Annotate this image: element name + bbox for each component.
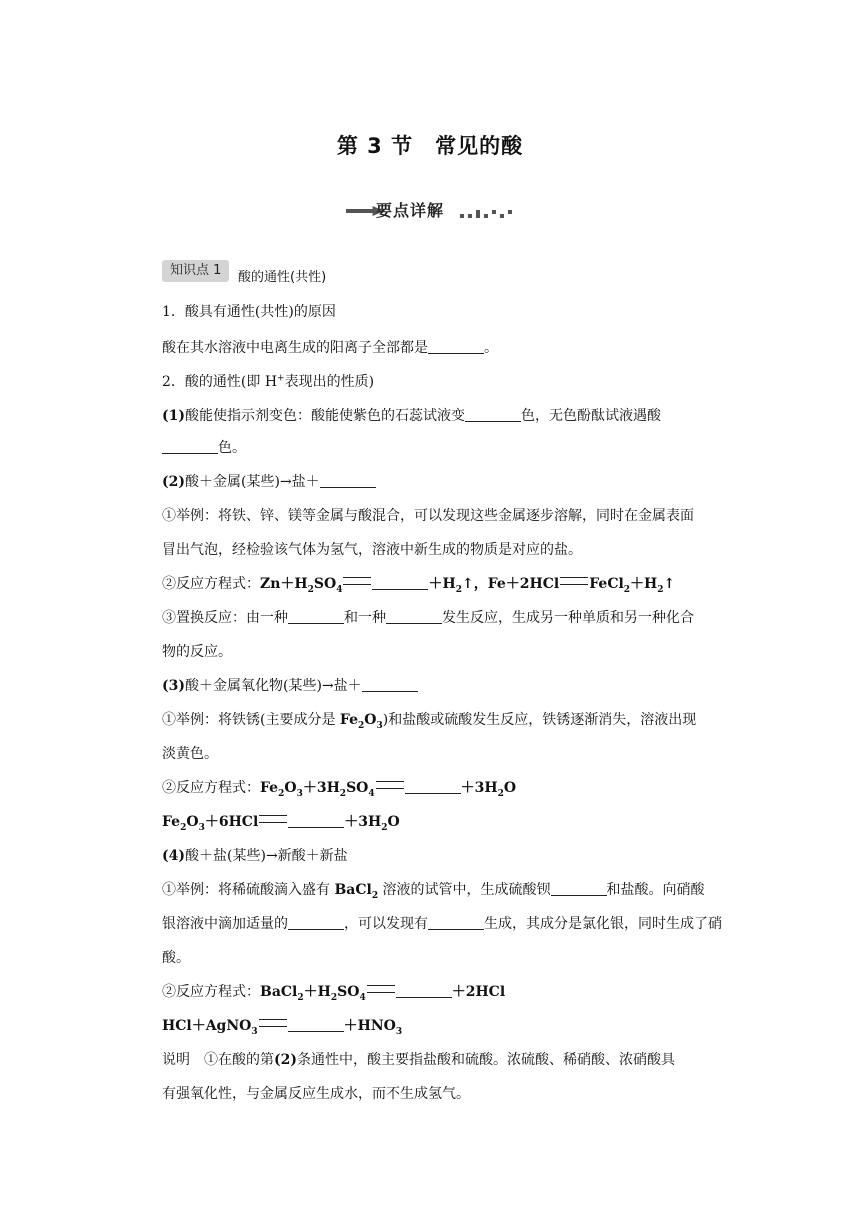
equals-sign <box>259 1019 287 1027</box>
text-line: $Fe_2O_3+6HCl +3H_2O$ <box>162 814 400 833</box>
answer-blank[interactable] <box>465 407 521 422</box>
answer-blank[interactable] <box>396 983 452 998</box>
answer-blank[interactable] <box>362 677 418 692</box>
text-line: 酸。 <box>162 950 190 966</box>
answer-blank[interactable] <box>288 915 344 930</box>
text-line: (3)酸＋金属氧化物(某些)→盐＋ <box>162 676 732 696</box>
text-line: ③置换反应：由一种 和一种 发生反应，生成另一种单质和另一种化合 <box>162 610 694 626</box>
text-line: 有强氧化性，与金属反应生成水，而不生成氢气。 <box>162 1086 470 1102</box>
text-line: (4)酸＋盐(某些)→新酸＋新盐 <box>162 848 348 864</box>
text-line: ①举例：将铁、锌、镁等金属与酸混合，可以发现这些金属逐步溶解，同时在金属表面 <box>162 508 694 524</box>
text-line: 酸在其水溶液中电离生成的阳离子全部都是 。 <box>162 340 498 356</box>
dots-decoration <box>460 210 516 220</box>
answer-blank[interactable] <box>551 881 607 896</box>
answer-blank[interactable] <box>405 779 461 794</box>
answer-blank[interactable] <box>428 915 484 930</box>
banner-label: 要点详解 <box>376 201 445 220</box>
answer-blank[interactable] <box>386 609 442 624</box>
text-line: (2)酸＋金属(某些)→盐＋ <box>162 472 732 492</box>
equals-sign <box>376 781 404 789</box>
answer-blank[interactable] <box>162 439 218 454</box>
page-title: 第 3 节 常见的酸 <box>336 134 524 158</box>
text-line: ①举例：将稀硫酸滴入盛有 BaCl$_2$ 溶液的试管中，生成硫酸钡 和盐酸。向硝酸 <box>162 882 705 901</box>
equals-sign <box>560 577 588 585</box>
answer-blank[interactable] <box>320 473 376 488</box>
answer-blank[interactable] <box>288 1017 344 1032</box>
text-line: 色。 <box>162 438 732 458</box>
arrow-icon: → <box>265 848 278 864</box>
text-line: 说明 ①在酸的第(2)条通性中，酸主要指盐酸和硫酸。浓硫酸、稀硝酸、浓硝酸具 <box>162 1052 675 1068</box>
text-line: ②反应方程式：$Zn+H_2SO_4$ $+H_2↑$，Fe＋2HCl $FeCl_2+H_2↑$ <box>162 576 676 595</box>
text-line: ①举例：将铁锈(主要成分是 $Fe_2O_3$)和盐酸或硫酸发生反应，铁锈逐渐消失，溶液出现 <box>162 712 697 731</box>
knowledge-point-badge: 知识点 1 <box>162 260 229 282</box>
text-line: 银溶液中滴加适量的 ，可以发现有 生成，其成分是氯化银，同时生成了硝 <box>162 916 722 932</box>
text-line: 1．酸具有通性(共性)的原因 <box>162 304 336 320</box>
equals-sign <box>259 815 287 823</box>
answer-blank[interactable] <box>372 575 428 590</box>
section-banner <box>346 198 516 222</box>
text-line: 物的反应。 <box>162 644 232 660</box>
arrow-icon: → <box>279 474 292 490</box>
equals-sign <box>367 985 395 993</box>
knowledge-point-title: 酸的通性(共性) <box>238 270 327 285</box>
text-line: ②反应方程式：$BaCl_2+H_2SO_4 +2HCl$ <box>162 984 506 1003</box>
text-line: HCl＋AgNO$_3$ $+HNO_3$ <box>162 1018 403 1037</box>
text-line: 2．酸的通性(即 H+表现出的性质) <box>162 373 375 390</box>
text-line: 冒出气泡，经检验该气体为氢气，溶液中新生成的物质是对应的盐。 <box>162 542 582 558</box>
text-line: 淡黄色。 <box>162 746 218 762</box>
answer-blank[interactable] <box>428 339 484 354</box>
answer-blank[interactable] <box>288 813 344 828</box>
arrow-icon: → <box>321 678 334 694</box>
text-line: ②反应方程式：$Fe_2O_3+3H_2SO_4 +3H_2O$ <box>162 780 517 799</box>
text-line: (1)酸能使指示剂变色：酸能使紫色的石蕊试液变 色，无色酚酞试液遇酸 <box>162 408 661 424</box>
equals-sign <box>343 577 371 585</box>
answer-blank[interactable] <box>288 609 344 624</box>
